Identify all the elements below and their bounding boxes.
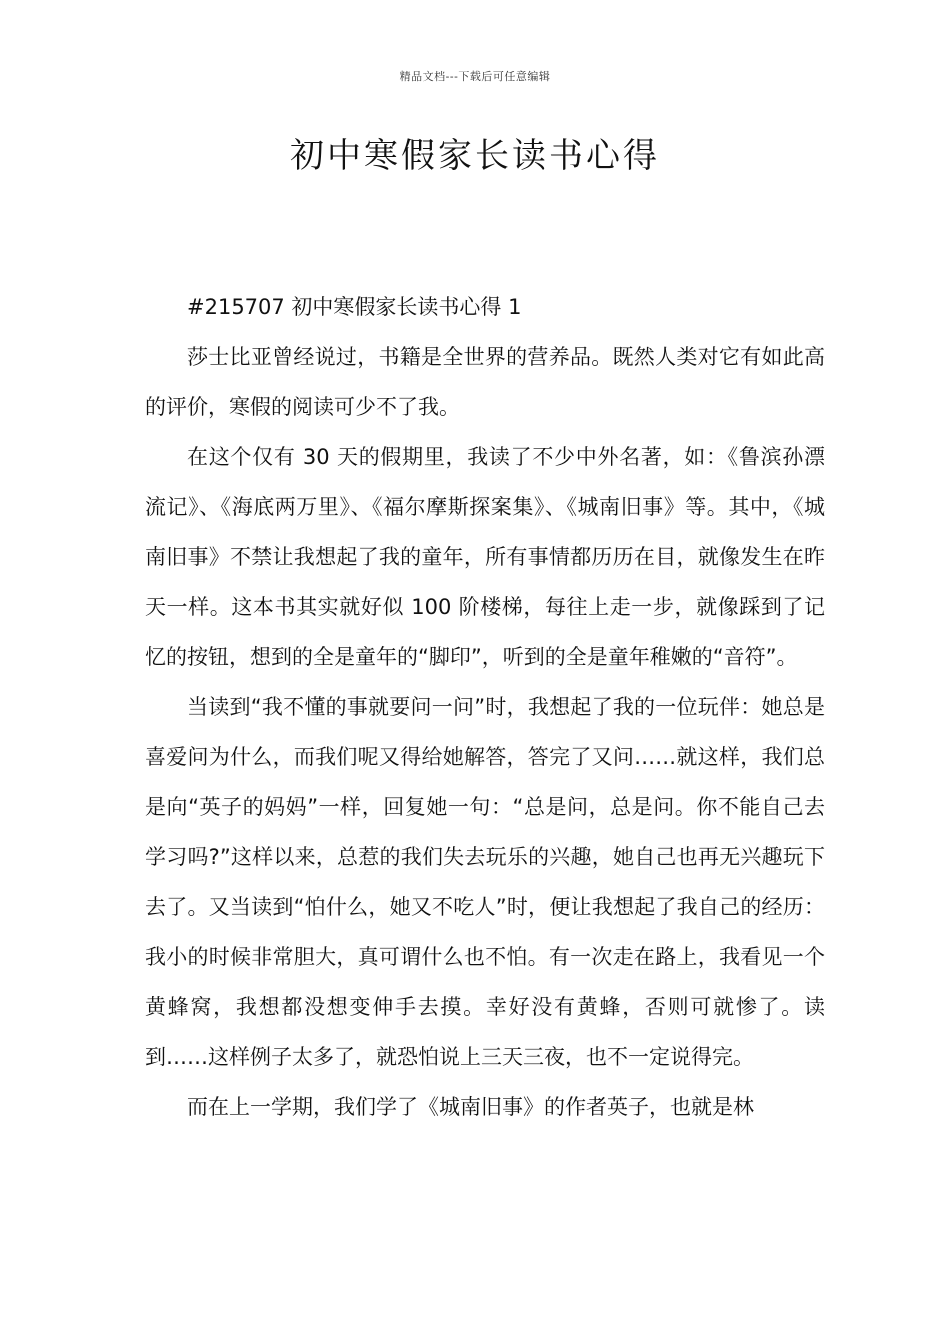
paragraph-4: 而在上一学期，我们学了《城南旧事》的作者英子，也就是林 <box>187 1095 754 1119</box>
paragraph-2: 在这个仅有 30 天的假期里，我读了不少中外名著，如：《鲁滨孙漂流记》、《海底两万里》、《福尔摩斯探案集》、《城南旧事》等。其中，《城南旧事》不禁让我想起了我的童年，所有事情都历历在目，就像发生在昨天一样。这本书其实就好似 100 阶楼梯，每往上走一步，就像踩到了记忆的按钮，想到的全是童年的“脚印”，听到的全是童年稚嫩的“音符”。 <box>145 445 825 669</box>
paragraph-3: 当读到“我不懂的事就要问一问”时，我想起了我的一位玩伴：她总是喜爱问为什么，而我们呢又得给她解答，答完了又问……就这样，我们总是向“英子的妈妈”一样，回复她一句：“总是问，总是问。你不能自己去学习吗?”这样以来，总惹的我们失去玩乐的兴趣，她自己也再无兴趣玩下去了。又当读到“怕什么，她又不吃人”时，便让我想起了我自己的经历：我小的时候非常胆大，真可谓什么也不怕。有一次走在路上，我看见一个黄蜂窝，我想都没想变伸手去摸。幸好没有黄蜂，否则可就惨了。读到……这样例子太多了，就恐怕说上三天三夜，也不一定说得完。 <box>145 695 825 1069</box>
section-heading: #215707 初中寒假家长读书心得 1 <box>187 295 522 319</box>
paragraph-1: 莎士比亚曾经说过，书籍是全世界的营养品。既然人类对它有如此高的评价，寒假的阅读可少不了我。 <box>145 345 825 419</box>
document-body <box>145 282 825 1132</box>
document-title: 初中寒假家长读书心得 <box>290 136 660 176</box>
header-note: 精品文档---下载后可任意编辑 <box>399 70 551 83</box>
